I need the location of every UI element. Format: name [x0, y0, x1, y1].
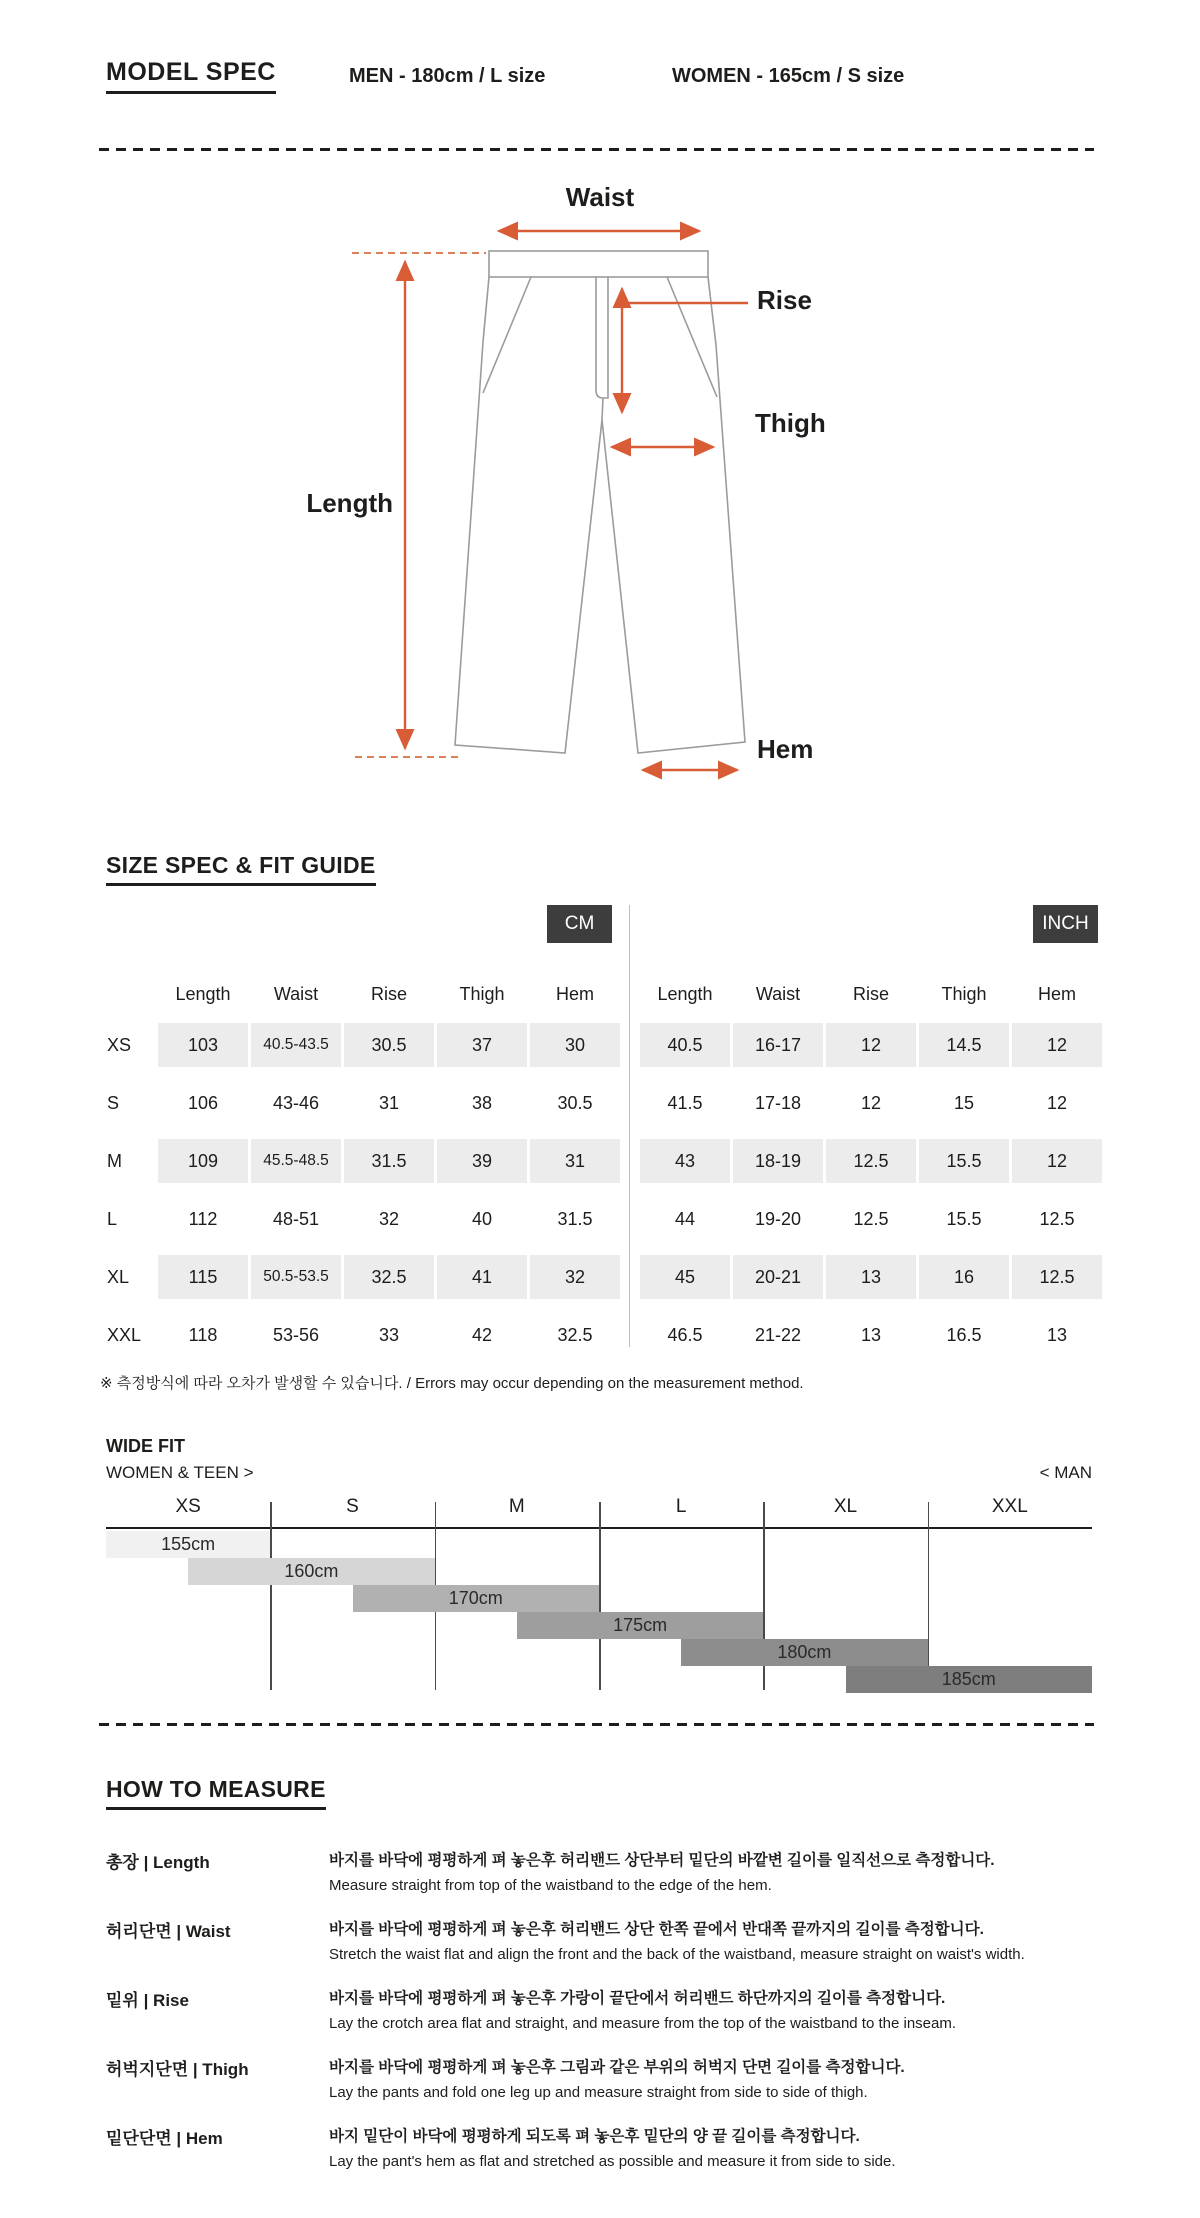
widefit-chart — [106, 1496, 1092, 1696]
column-header: Length — [657, 983, 713, 1004]
measure-description — [329, 2055, 1099, 2101]
height-range-bar: 185cm — [846, 1666, 1093, 1693]
size-row-label — [582, 1081, 637, 1125]
column-header: Rise — [852, 983, 889, 1004]
measurement-note: ※ 측정방식에 따라 오차가 발생할 수 있습니다. / Errors may occur depending on the measurement method. — [100, 1375, 804, 1392]
size-value-cell: 20-21 — [733, 1255, 823, 1299]
waist-label: Waist — [565, 182, 635, 212]
model-spec-women: WOMEN - 165cm / S size — [672, 65, 905, 87]
measure-term: 허리단면 | Waist — [106, 1922, 231, 1941]
size-value-cell: 31 — [530, 1139, 620, 1183]
rise-label: Rise — [757, 285, 812, 315]
chart-column-line — [270, 1502, 272, 1690]
size-value-cell: 46.5 — [667, 1324, 703, 1345]
column-header: Waist — [755, 983, 801, 1004]
table-row — [100, 1306, 620, 1364]
size-value-cell: 21-22 — [754, 1324, 802, 1345]
size-value-cell: 41 — [437, 1255, 527, 1299]
widefit-man-label: < MAN — [1039, 1463, 1092, 1482]
size-value-cell: 31.5 — [557, 1208, 593, 1229]
size-row-label — [582, 1197, 637, 1241]
dashed-divider-bottom — [99, 1723, 1094, 1726]
column-header: Thigh — [459, 983, 505, 1004]
table-row — [582, 1016, 1102, 1074]
chart-column-line — [599, 1502, 601, 1690]
size-value-cell: 30.5 — [557, 1092, 593, 1113]
size-value-cell: 118 — [188, 1324, 218, 1345]
size-value-cell: 50.5-53.5 — [251, 1255, 341, 1299]
column-header: Thigh — [941, 983, 987, 1004]
size-value-cell: 15.5 — [946, 1208, 982, 1229]
table-row — [100, 1248, 620, 1306]
size-value-cell: 48-51 — [272, 1208, 320, 1229]
widefit-women-teen-label: WOMEN & TEEN > — [106, 1463, 254, 1482]
size-value-cell: 12.5 — [1039, 1208, 1075, 1229]
size-value-cell: 13 — [860, 1324, 882, 1345]
size-value-cell: 106 — [187, 1092, 219, 1113]
size-value-cell: 37 — [437, 1023, 527, 1067]
measure-description-korean: 바지를 바닥에 평평하게 펴 놓은후 허리밴드 상단 한쪽 끝에서 반대쪽 끝까지의 길이를 측정합니다. — [329, 1921, 984, 1938]
table-row — [100, 1016, 620, 1074]
fly-seam — [596, 277, 608, 398]
size-value-cell: 32 — [530, 1255, 620, 1299]
size-value-cell: 30 — [530, 1023, 620, 1067]
size-value-cell: 16.5 — [946, 1324, 982, 1345]
height-range-bar: 170cm — [353, 1585, 600, 1612]
column-header: Rise — [370, 983, 407, 1004]
column-header: Waist — [273, 983, 319, 1004]
chart-column-line — [928, 1502, 930, 1690]
size-value-cell: 30.5 — [344, 1023, 434, 1067]
size-value-cell: 12 — [1046, 1092, 1068, 1113]
table-row — [582, 1248, 1102, 1306]
table-row — [100, 1132, 620, 1190]
thigh-label: Thigh — [755, 408, 826, 438]
height-range-bar: 175cm — [517, 1612, 764, 1639]
measure-term: 밑위 | Rise — [106, 1991, 189, 2010]
size-value-cell: 40 — [471, 1208, 493, 1229]
height-range-bar: 180cm — [681, 1639, 928, 1666]
chart-size-label: XL — [833, 1496, 858, 1517]
model-spec-men: MEN - 180cm / L size — [349, 65, 546, 87]
chart-size-label: S — [346, 1496, 359, 1517]
size-value-cell: 15.5 — [919, 1139, 1009, 1183]
size-value-cell: 109 — [158, 1139, 248, 1183]
size-value-cell: 33 — [378, 1324, 400, 1345]
measure-term: 허벅지단면 | Thigh — [106, 2060, 249, 2079]
table-row — [100, 1074, 620, 1132]
size-value-cell: 38 — [471, 1092, 493, 1113]
size-value-cell: 19-20 — [754, 1208, 802, 1229]
column-header: Length — [175, 983, 231, 1004]
front-rise-seam — [602, 398, 603, 420]
table-row — [582, 1190, 1102, 1248]
size-row-label — [582, 1255, 637, 1299]
table-row — [582, 1132, 1102, 1190]
size-value-cell: 32.5 — [344, 1255, 434, 1299]
size-row-label — [582, 1023, 637, 1067]
cm-size-table — [100, 972, 620, 1364]
size-value-cell: 12 — [1012, 1139, 1102, 1183]
measure-description-korean: 바지를 바닥에 평평하게 펴 놓은후 그림과 같은 부위의 허벅지 단면 길이를 측정합니다. — [329, 2059, 905, 2076]
size-spec-title: SIZE SPEC & FIT GUIDE — [106, 852, 376, 886]
measure-description — [329, 1986, 1099, 2032]
pants-outline — [455, 251, 745, 753]
table-row — [582, 1306, 1102, 1364]
size-value-cell: 103 — [158, 1023, 248, 1067]
size-value-cell: 31.5 — [344, 1139, 434, 1183]
inch-size-table — [582, 972, 1102, 1364]
size-row-label: XXL — [107, 1324, 142, 1345]
size-value-cell: 45 — [640, 1255, 730, 1299]
size-value-cell: 12 — [1012, 1023, 1102, 1067]
right-leg — [602, 277, 745, 753]
size-value-cell: 16-17 — [733, 1023, 823, 1067]
inch-badge: INCH — [1033, 905, 1098, 943]
size-value-cell: 32 — [378, 1208, 400, 1229]
measure-description — [329, 1848, 1099, 1894]
size-value-cell: 41.5 — [667, 1092, 703, 1113]
size-value-cell: 53-56 — [272, 1324, 320, 1345]
measure-description — [329, 1917, 1099, 1963]
size-value-cell: 18-19 — [733, 1139, 823, 1183]
size-value-cell: 40.5 — [640, 1023, 730, 1067]
height-range-bar: 155cm — [106, 1531, 270, 1558]
measure-description-english: Lay the pants and fold one leg up and measure straight from side to side of thigh. — [329, 2084, 868, 2101]
size-value-cell: 12 — [826, 1023, 916, 1067]
table-row — [582, 1074, 1102, 1132]
how-to-measure-title: HOW TO MEASURE — [106, 1776, 326, 1810]
model-spec-title: MODEL SPEC — [106, 58, 276, 94]
size-value-cell: 40.5-43.5 — [251, 1023, 341, 1067]
size-row-label: XL — [107, 1266, 130, 1287]
chart-size-label: L — [675, 1496, 687, 1517]
size-row-label: M — [107, 1150, 122, 1171]
size-row-label: L — [107, 1208, 118, 1229]
size-value-cell: 12.5 — [826, 1139, 916, 1183]
size-value-cell: 17-18 — [754, 1092, 802, 1113]
size-value-cell: 13 — [1046, 1324, 1068, 1345]
measure-description-korean: 바지를 바닥에 평평하게 펴 놓은후 허리밴드 상단부터 밑단의 바깥변 길이를 일직선으로 측정합니다. — [329, 1852, 995, 1869]
size-value-cell: 39 — [437, 1139, 527, 1183]
measure-description — [329, 2124, 1099, 2170]
table-row — [100, 1190, 620, 1248]
size-value-cell: 14.5 — [919, 1023, 1009, 1067]
measure-description-english: Lay the pant's hem as flat and stretched as possible and measure it from side to side. — [329, 2153, 896, 2170]
size-value-cell: 44 — [674, 1208, 696, 1229]
size-value-cell: 16 — [919, 1255, 1009, 1299]
chart-size-label: M — [508, 1496, 525, 1517]
cm-badge: CM — [547, 905, 612, 943]
size-row-label: XS — [107, 1034, 132, 1055]
size-value-cell: 45.5-48.5 — [251, 1139, 341, 1183]
measure-description-english: Stretch the waist flat and align the front and the back of the waistband, measure straight on waist's width. — [329, 1946, 1025, 1963]
measure-description-english: Lay the crotch area flat and straight, and measure from the top of the waistband to the inseam. — [329, 2015, 957, 2032]
size-value-cell: 42 — [471, 1324, 493, 1345]
height-range-bar: 160cm — [188, 1558, 435, 1585]
size-row-label — [582, 1139, 637, 1183]
widefit-title: WIDE FIT — [106, 1436, 185, 1456]
size-value-cell: 43-46 — [272, 1092, 320, 1113]
length-label: Length — [306, 488, 393, 518]
size-value-cell: 12 — [860, 1092, 882, 1113]
size-value-cell: 15 — [953, 1092, 975, 1113]
column-header: Hem — [1037, 983, 1076, 1004]
left-pocket-seam — [483, 277, 531, 393]
size-value-cell: 12.5 — [1012, 1255, 1102, 1299]
size-value-cell: 31 — [378, 1092, 400, 1113]
hem-label: Hem — [757, 734, 814, 764]
size-value-cell: 13 — [826, 1255, 916, 1299]
size-value-cell: 43 — [640, 1139, 730, 1183]
measure-description-korean: 바지를 바닥에 평평하게 펴 놓은후 가랑이 끝단에서 허리밴드 하단까지의 길이를 측정합니다. — [329, 1990, 946, 2007]
size-value-cell: 32.5 — [557, 1324, 593, 1345]
waistband — [489, 251, 708, 277]
chart-size-label: XS — [175, 1496, 201, 1517]
size-value-cell: 12.5 — [853, 1208, 889, 1229]
measure-term: 총장 | Length — [106, 1853, 210, 1872]
chart-size-label: XXL — [991, 1496, 1028, 1517]
size-row-label: S — [107, 1092, 120, 1113]
measure-term: 밑단단면 | Hem — [106, 2129, 223, 2148]
measure-description-korean: 바지 밑단이 바닥에 평평하게 되도록 펴 놓은후 밑단의 양 끝 길이를 측정합니다. — [329, 2128, 860, 2145]
left-leg — [455, 277, 602, 753]
size-row-label — [582, 1313, 637, 1357]
measure-description-english: Measure straight from top of the waistband to the edge of the hem. — [329, 1877, 772, 1894]
size-value-cell: 112 — [188, 1208, 218, 1229]
size-value-cell: 115 — [158, 1255, 248, 1299]
pants-measure-diagram — [0, 0, 1200, 820]
column-header: Hem — [555, 983, 594, 1004]
